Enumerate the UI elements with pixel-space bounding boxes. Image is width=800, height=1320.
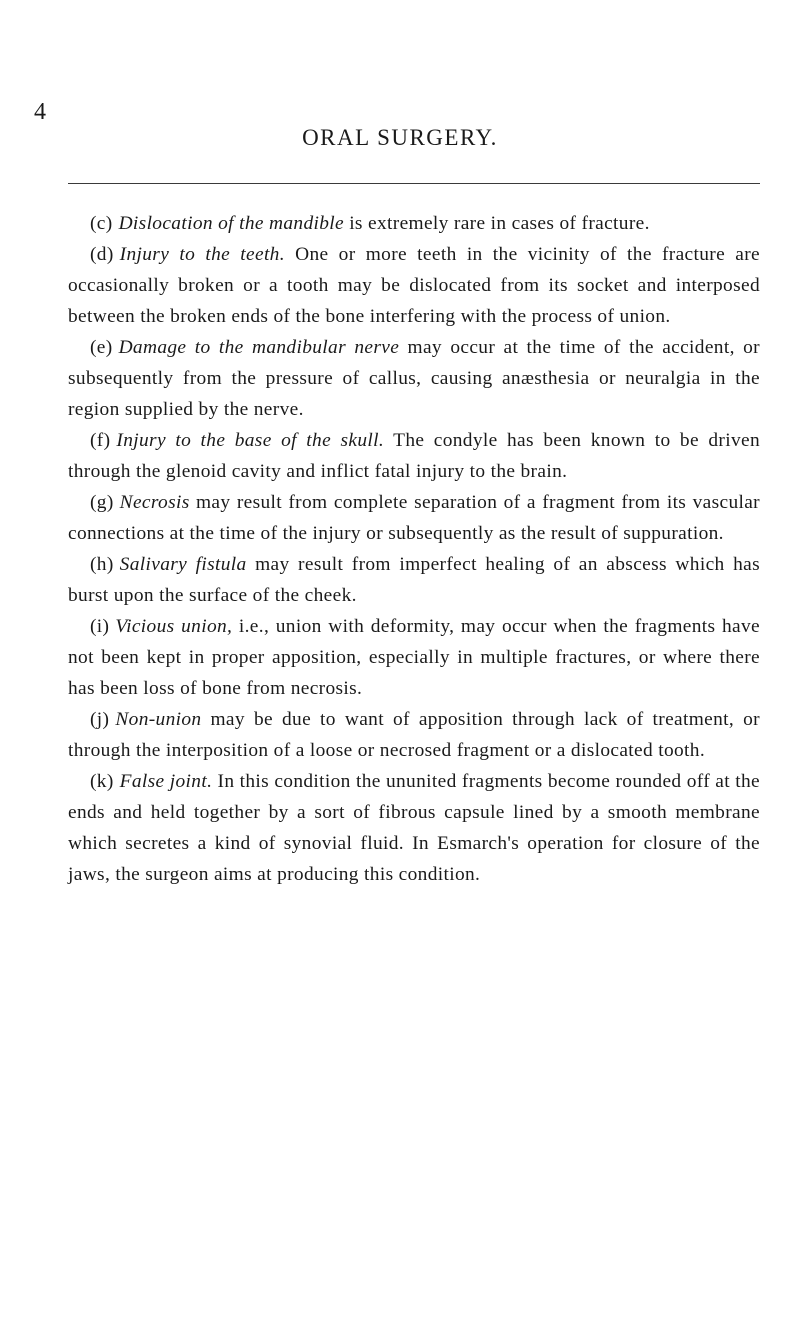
item-text: In this condition the ununited fragments become rounded off at the ends and held together by a sort of fibrous capsule lined by a smooth membrane which secretes a kind of synovial fluid. In Esmarch's operation for closure of the jaws, the surgeon aims at producing this condition. [68, 771, 760, 885]
item-text: may result from imperfect healing of an abscess which has burst upon the surface of the cheek. [68, 554, 760, 606]
paragraph-injury-teeth [68, 239, 760, 332]
item-label: (f) [90, 430, 111, 451]
page-number: 4 [34, 99, 46, 125]
item-label: (k) [90, 771, 114, 792]
item-label: (j) [90, 709, 110, 730]
body-text [68, 208, 760, 890]
item-term: Injury to the teeth. [119, 244, 285, 265]
item-text: i.e., union with deformity, may occur when the fragments have not been kept in proper apposition, especially in multiple fractures, or where there has been loss of bone from necrosis. [68, 616, 760, 699]
item-text: may result from complete separation of a fragment from its vascular connections at the time of the injury or subsequently as the result of suppuration. [68, 492, 760, 544]
item-term: Injury to the base of the skull. [116, 430, 385, 451]
item-label: (d) [90, 244, 114, 265]
paragraph-skull-injury [68, 425, 760, 487]
item-text: The condyle has been known to be driven through the glenoid cavity and inflict fatal injury to the brain. [68, 430, 761, 482]
item-term: Damage to the mandibular nerve [118, 337, 400, 358]
item-label: (c) [90, 213, 113, 234]
item-term: Dislocation of the mandible [118, 213, 344, 234]
item-text: One or more teeth in the vicinity of the fracture are occasionally broken or a tooth may be dislocated from its socket and interposed between the broken ends of the bone interfering with the process of union. [68, 244, 760, 327]
header-rule [68, 183, 760, 184]
item-text: may occur at the time of the accident, or subsequently from the pressure of callus, causing anæsthesia or neuralgia in the region supplied by the nerve. [68, 337, 760, 420]
item-text: is extremely rare in cases of fracture. [344, 213, 650, 234]
item-label: (h) [90, 554, 114, 575]
item-term: Non-union [115, 709, 202, 730]
paragraph-non-union [68, 704, 760, 766]
item-term: Salivary fistula [119, 554, 247, 575]
item-term: Necrosis [119, 492, 190, 513]
paragraph-vicious-union [68, 611, 760, 704]
paragraph-nerve-damage [68, 332, 760, 425]
item-term: False joint. [119, 771, 213, 792]
item-label: (e) [90, 337, 113, 358]
paragraph-dislocation [68, 208, 760, 239]
paragraph-salivary-fistula [68, 549, 760, 611]
item-label: (i) [90, 616, 110, 637]
paragraph-false-joint [68, 766, 760, 890]
item-term: Vicious union, [115, 616, 233, 637]
running-title: ORAL SURGERY. [302, 125, 498, 150]
paragraph-necrosis [68, 487, 760, 549]
item-text: may be due to want of apposition through lack of treatment, or through the interposition of a loose or necrosed fragment or a dislocated tooth. [68, 709, 760, 761]
item-label: (g) [90, 492, 114, 513]
